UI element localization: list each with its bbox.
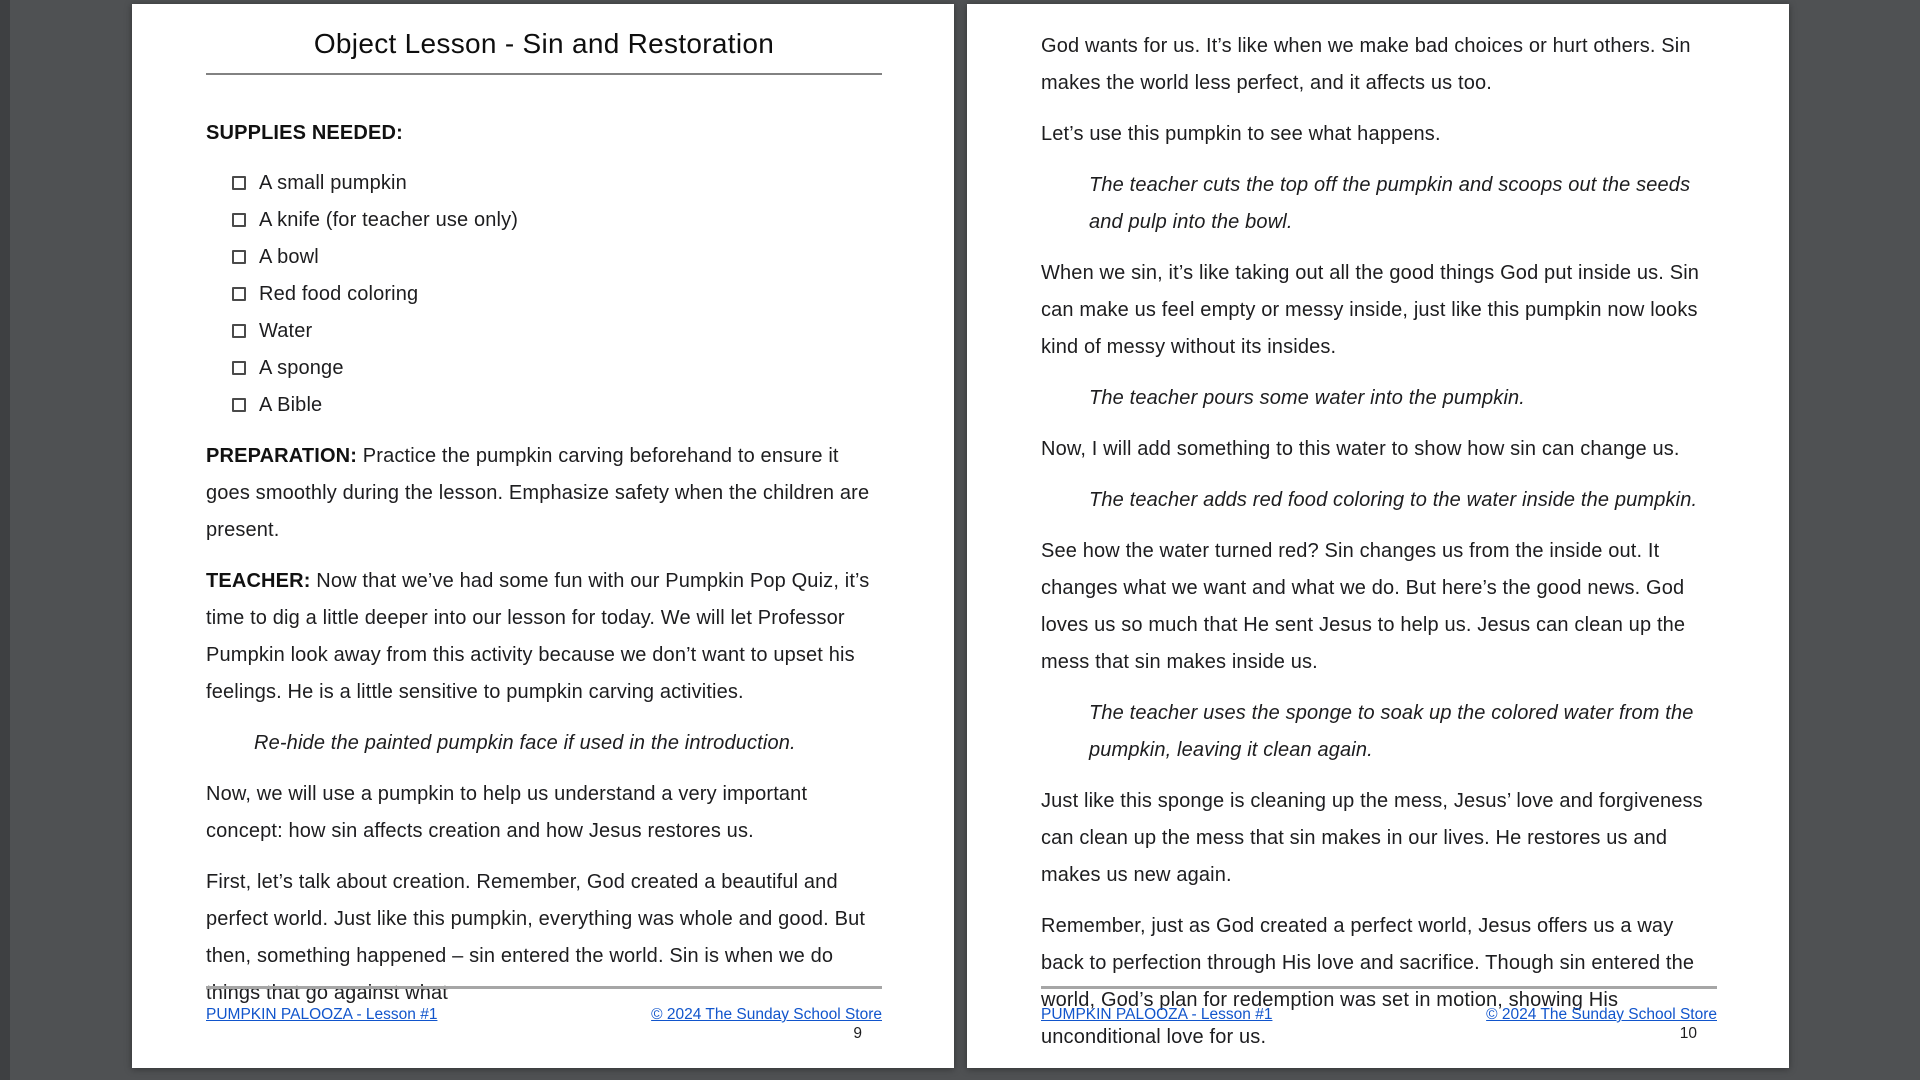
supply-label: A bowl	[259, 246, 319, 268]
footer-divider	[1041, 986, 1717, 989]
page-title: Object Lesson - Sin and Restoration	[313, 28, 775, 59]
title-divider	[206, 73, 882, 75]
footer-lesson-link[interactable]: PUMPKIN PALOOZA - Lesson #1	[206, 1006, 438, 1023]
document-page-9	[132, 4, 954, 1068]
preparation-text: Practice the pumpkin carving beforehand to ensure it goes smoothly during the lesson. Emphasize safety when the children are present.	[206, 445, 870, 541]
list-item	[232, 350, 882, 387]
teacher-text: Now that we’ve had some fun with our Pumpkin Pop Quiz, it’s time to dig a little deeper into our lesson for today. We will let Professor Pumpkin look away from this activity because we don’t want to upset his feelings. He is a little sensitive to pumpkin carving activities.	[206, 570, 870, 703]
page-9-content	[132, 4, 954, 1012]
footer-lesson-link[interactable]: PUMPKIN PALOOZA - Lesson #1	[1041, 1006, 1273, 1023]
body-paragraph: When we sin, it’s like taking out all the good things God put inside us. Sin can make us feel empty or messy inside, just like this pumpkin now looks kind of messy without its insides.	[1041, 262, 1700, 358]
body-paragraph: Remember, just as God created a perfect world, Jesus offers us a way back to perfection through His love and sacrifice. Though sin entered the world, God’s plan for redemption was set in motion, showing His unconditional love for us.	[1041, 915, 1695, 1048]
list-item	[232, 276, 882, 313]
supply-label: Water	[259, 320, 313, 342]
teacher-action-note: The teacher pours some water into the pumpkin.	[1089, 387, 1526, 409]
checkbox-icon	[232, 398, 246, 412]
checkbox-icon	[232, 324, 246, 338]
supply-label: A knife (for teacher use only)	[259, 209, 519, 231]
teacher-label: TEACHER:	[206, 570, 311, 592]
checkbox-icon	[232, 361, 246, 375]
body-paragraph: Let’s use this pumpkin to see what happens.	[1041, 123, 1441, 145]
supplies-checklist	[232, 165, 882, 424]
body-paragraph: Now, I will add something to this water to show how sin can change us.	[1041, 438, 1680, 460]
checkbox-icon	[232, 176, 246, 190]
footer-divider	[206, 986, 882, 989]
supply-label: A Bible	[259, 394, 323, 416]
list-item	[232, 202, 882, 239]
checkbox-icon	[232, 213, 246, 227]
page-number: 9	[853, 1025, 862, 1042]
preparation-paragraph	[206, 438, 882, 549]
teacher-action-note: The teacher uses the sponge to soak up the colored water from the pumpkin, leaving it clean again.	[1089, 702, 1694, 761]
body-paragraph: God wants for us. It’s like when we make bad choices or hurt others. Sin makes the world less perfect, and it affects us too.	[1041, 35, 1691, 94]
preparation-label: PREPARATION:	[206, 445, 358, 467]
body-paragraph: Just like this sponge is cleaning up the mess, Jesus’ love and forgiveness can clean up the mess that sin makes in our lives. He restores us and makes us new again.	[1041, 790, 1703, 886]
checkbox-icon	[232, 287, 246, 301]
page-number: 10	[1679, 1025, 1697, 1042]
checkbox-icon	[232, 250, 246, 264]
teacher-action-note: The teacher cuts the top off the pumpkin and scoops out the seeds and pulp into the bowl.	[1089, 174, 1691, 233]
supply-label: A small pumpkin	[259, 172, 407, 194]
list-item	[232, 387, 882, 424]
page-9-footer	[206, 986, 882, 1043]
document-page-10	[967, 4, 1789, 1068]
page-10-footer	[1041, 986, 1717, 1043]
supply-label: Red food coloring	[259, 283, 419, 305]
body-paragraph: Now, we will use a pumpkin to help us understand a very important concept: how sin affects creation and how Jesus restores us.	[206, 783, 808, 842]
teacher-action-note: Re-hide the painted pumpkin face if used in the introduction.	[254, 732, 796, 754]
viewer-left-edge	[0, 0, 10, 1080]
body-paragraph: See how the water turned red? Sin changes us from the inside out. It changes what we want and what we do. But here’s the good news. God loves us so much that He sent Jesus to help us. Jesus can clean up the mess that sin makes inside us.	[1041, 540, 1686, 673]
footer-copyright-link[interactable]: © 2024 The Sunday School Store	[651, 1006, 882, 1023]
list-item	[232, 165, 882, 202]
teacher-paragraph	[206, 563, 882, 711]
supply-label: A sponge	[259, 357, 344, 379]
teacher-action-note: The teacher adds red food coloring to the water inside the pumpkin.	[1089, 489, 1698, 511]
list-item	[232, 239, 882, 276]
supplies-heading: SUPPLIES NEEDED:	[206, 122, 403, 144]
body-paragraph: First, let’s talk about creation. Remember, God created a beautiful and perfect world. Just like this pumpkin, everything was whole and good. But then, something happened – sin entered the world. Sin is when we do things that go against what	[206, 871, 866, 1004]
page-10-content	[967, 4, 1789, 1056]
list-item	[232, 313, 882, 350]
footer-copyright-link[interactable]: © 2024 The Sunday School Store	[1486, 1006, 1717, 1023]
